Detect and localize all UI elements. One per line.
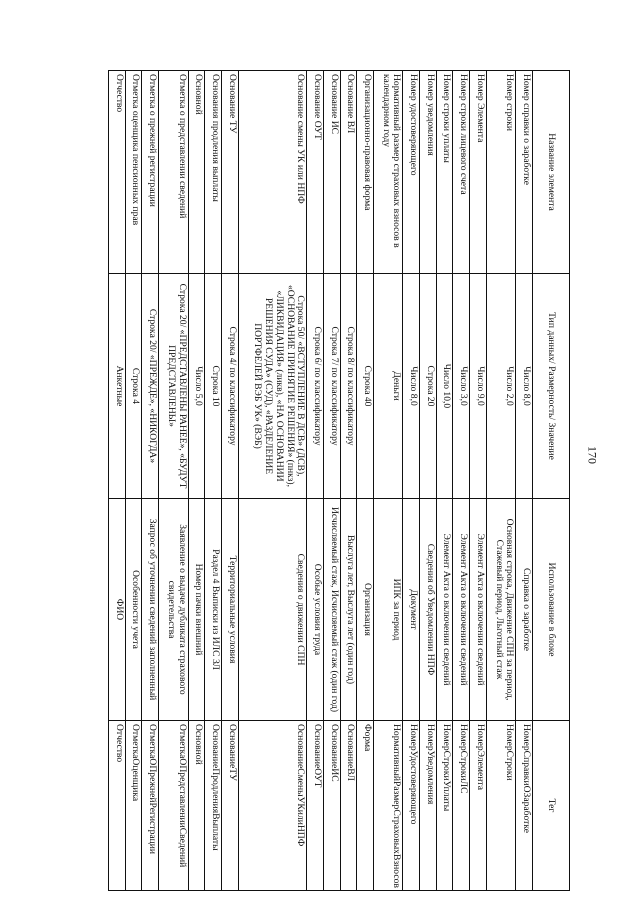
element-name-cell: Основание ИС <box>323 71 340 274</box>
usage-block-cell: Выслуга лет, Выслуга лет (один год) <box>340 499 357 721</box>
element-name-cell: Организационно-правовая форма <box>357 71 374 274</box>
usage-block-cell: Заявление о выдаче дубликата страхового свидетельства <box>159 499 189 721</box>
data-type-cell: Строка 40 <box>357 274 374 499</box>
tag-cell: Отчество <box>109 721 126 891</box>
usage-block-cell: Раздел 4 Выписки из ИЛС ЗЛ <box>205 499 222 721</box>
element-name-cell: Отметка оценщика пенсионных прав <box>125 71 142 274</box>
elements-table <box>108 70 570 891</box>
header-data-type: Тип данных/ Размерность/ Значение <box>533 274 570 499</box>
element-name-cell: Отметка о прежней регистрации <box>142 71 159 274</box>
table-row <box>486 71 516 891</box>
table-row <box>323 71 340 891</box>
usage-block-cell: Номер пачки внешний <box>188 499 205 721</box>
table-row <box>373 71 403 891</box>
table-row <box>340 71 357 891</box>
tag-cell: ОснованиеСменыУКилиНПФ <box>238 721 307 891</box>
tag-cell: НомерСправкиОЗаработке <box>516 721 533 891</box>
tag-cell: ОтметкаОПрежнейРегистрации <box>142 721 159 891</box>
element-name-cell: Основания продления выплаты <box>205 71 222 274</box>
tag-cell: НомерСтроки <box>486 721 516 891</box>
tag-cell: НомерУдостоверяющего <box>403 721 420 891</box>
tag-cell: НомерУведомления <box>420 721 437 891</box>
data-type-cell: Число 10,0 <box>436 274 453 499</box>
table-row <box>307 71 324 891</box>
usage-block-cell: Элемент Акта о включении сведений <box>470 499 487 721</box>
usage-block-cell: Организация <box>357 499 374 721</box>
table-row <box>205 71 222 891</box>
tag-cell: НормативныйРазмерСтраховыхВзносов <box>373 721 403 891</box>
data-type-cell: Строка 8/ по классификатору <box>340 274 357 499</box>
tag-cell: Форма <box>357 721 374 891</box>
element-name-cell: Основание смены УК или НПФ <box>238 71 307 274</box>
table-row <box>403 71 420 891</box>
header-tag: Тег <box>533 721 570 891</box>
table-row <box>109 71 126 891</box>
tag-cell: ОснованиеОУТ <box>307 721 324 891</box>
data-type-cell: Строка 10 <box>205 274 222 499</box>
usage-block-cell: Особенности учета <box>125 499 142 721</box>
element-name-cell: Основной <box>188 71 205 274</box>
tag-cell: ОтметкаОПредставленииСведений <box>159 721 189 891</box>
usage-block-cell: Элемент Акта о включении сведений <box>453 499 470 721</box>
data-type-cell: Число 8,0 <box>403 274 420 499</box>
tag-cell: ОтметкаОценщика <box>125 721 142 891</box>
table-row <box>436 71 453 891</box>
data-type-cell: Число 5,0 <box>188 274 205 499</box>
element-name-cell: Основание ОУТ <box>307 71 324 274</box>
table-row <box>420 71 437 891</box>
usage-block-cell: Запрос об уточнении сведений заполненный <box>142 499 159 721</box>
tag-cell: НомерЭлемента <box>470 721 487 891</box>
usage-block-cell: Элемент Акта о включении сведений <box>436 499 453 721</box>
table-row <box>238 71 307 891</box>
rotated-table-container <box>108 70 570 890</box>
header-element-name: Название элемента <box>533 71 570 274</box>
usage-block-cell: ИПК за период <box>373 499 403 721</box>
tag-cell: ОснованиеТУ <box>221 721 238 891</box>
tag-cell: ОснованиеИС <box>323 721 340 891</box>
data-type-cell: Деньги <box>373 274 403 499</box>
header-usage-block: Использование в блоке <box>533 499 570 721</box>
element-name-cell: Номер справки о заработке <box>516 71 533 274</box>
element-name-cell: Номер Элемента <box>470 71 487 274</box>
element-name-cell: Номер строки лицевого счета <box>453 71 470 274</box>
data-type-cell: Строка 50/ «ВСТУПЛЕНИЕ В ДСВ» (ДСВ), «ОСНОВАНИЕ ПРИНЯТИЕ РЕШЕНИЯ» (пнкз), «ЛИКВИДАЦИЯ» (ликв), «НА ОСНОВАНИИ РЕШЕНИЯ СУДА» (СУД), «РАЗДЕЛЕНИЕ ПОРТФЕЛЕЙ ВЭБ УК» (ВЭБ) <box>238 274 307 499</box>
data-type-cell: Строка 7/ по классификатору <box>323 274 340 499</box>
element-name-cell: Номер строки <box>486 71 516 274</box>
data-type-cell: Строка 20/ «ПРЕЖДЕ», «НИКОГДА» <box>142 274 159 499</box>
usage-block-cell: Территориальные условия <box>221 499 238 721</box>
table-header-row <box>533 71 570 891</box>
element-name-cell: Номер строки уплаты <box>436 71 453 274</box>
data-type-cell: Число 9,0 <box>470 274 487 499</box>
data-type-cell: Число 8,0 <box>516 274 533 499</box>
table-row <box>159 71 189 891</box>
usage-block-cell: Документ <box>403 499 420 721</box>
table-row <box>125 71 142 891</box>
data-type-cell: Число 2,0 <box>486 274 516 499</box>
table-row <box>453 71 470 891</box>
table-row <box>516 71 533 891</box>
usage-block-cell: Сведения об Уведомлении НПФ <box>420 499 437 721</box>
usage-block-cell: Исчисляемый стаж, Исчисляемый стаж (один год) <box>323 499 340 721</box>
element-name-cell: Номер удостоверяющего <box>403 71 420 274</box>
tag-cell: ОснованиеПродленияВыплаты <box>205 721 222 891</box>
tag-cell: НомерСтрокиУплаты <box>436 721 453 891</box>
table-row <box>188 71 205 891</box>
page-number: 170 <box>585 446 600 464</box>
tag-cell: ОснованиеВЛ <box>340 721 357 891</box>
data-type-cell: Строка 20 <box>420 274 437 499</box>
data-type-cell: Строка 20/ «ПРЕДСТАВЛЕНЫ РАНЕЕ», «БУДУТ ПРЕДСТАВЛЕНЫ» <box>159 274 189 499</box>
table-row <box>470 71 487 891</box>
element-name-cell: Отметка о представлении сведений <box>159 71 189 274</box>
usage-block-cell: Справка о заработке <box>516 499 533 721</box>
element-name-cell: Нормативный размер страховых взносов в календарном году <box>373 71 403 274</box>
table-row <box>142 71 159 891</box>
table-row <box>357 71 374 891</box>
data-type-cell: Строка 6/ по классификатору <box>307 274 324 499</box>
element-name-cell: Номер уведомления <box>420 71 437 274</box>
data-type-cell: Анкетные <box>109 274 126 499</box>
element-name-cell: Основание ТУ <box>221 71 238 274</box>
data-type-cell: Строка 4/ по классификатору <box>221 274 238 499</box>
usage-block-cell: Особые условия труда <box>307 499 324 721</box>
usage-block-cell: Сведения о движении СПН <box>238 499 307 721</box>
data-type-cell: Число 3,0 <box>453 274 470 499</box>
tag-cell: НомерСтрокиЛС <box>453 721 470 891</box>
element-name-cell: Отчество <box>109 71 126 274</box>
usage-block-cell: Основная строка, Движение СПН за период, Стажевый период, Льготный стаж <box>486 499 516 721</box>
data-type-cell: Строка 4 <box>125 274 142 499</box>
table-row <box>221 71 238 891</box>
table-body <box>109 71 533 891</box>
tag-cell: Основной <box>188 721 205 891</box>
element-name-cell: Основание ВЛ <box>340 71 357 274</box>
usage-block-cell: ФИО <box>109 499 126 721</box>
